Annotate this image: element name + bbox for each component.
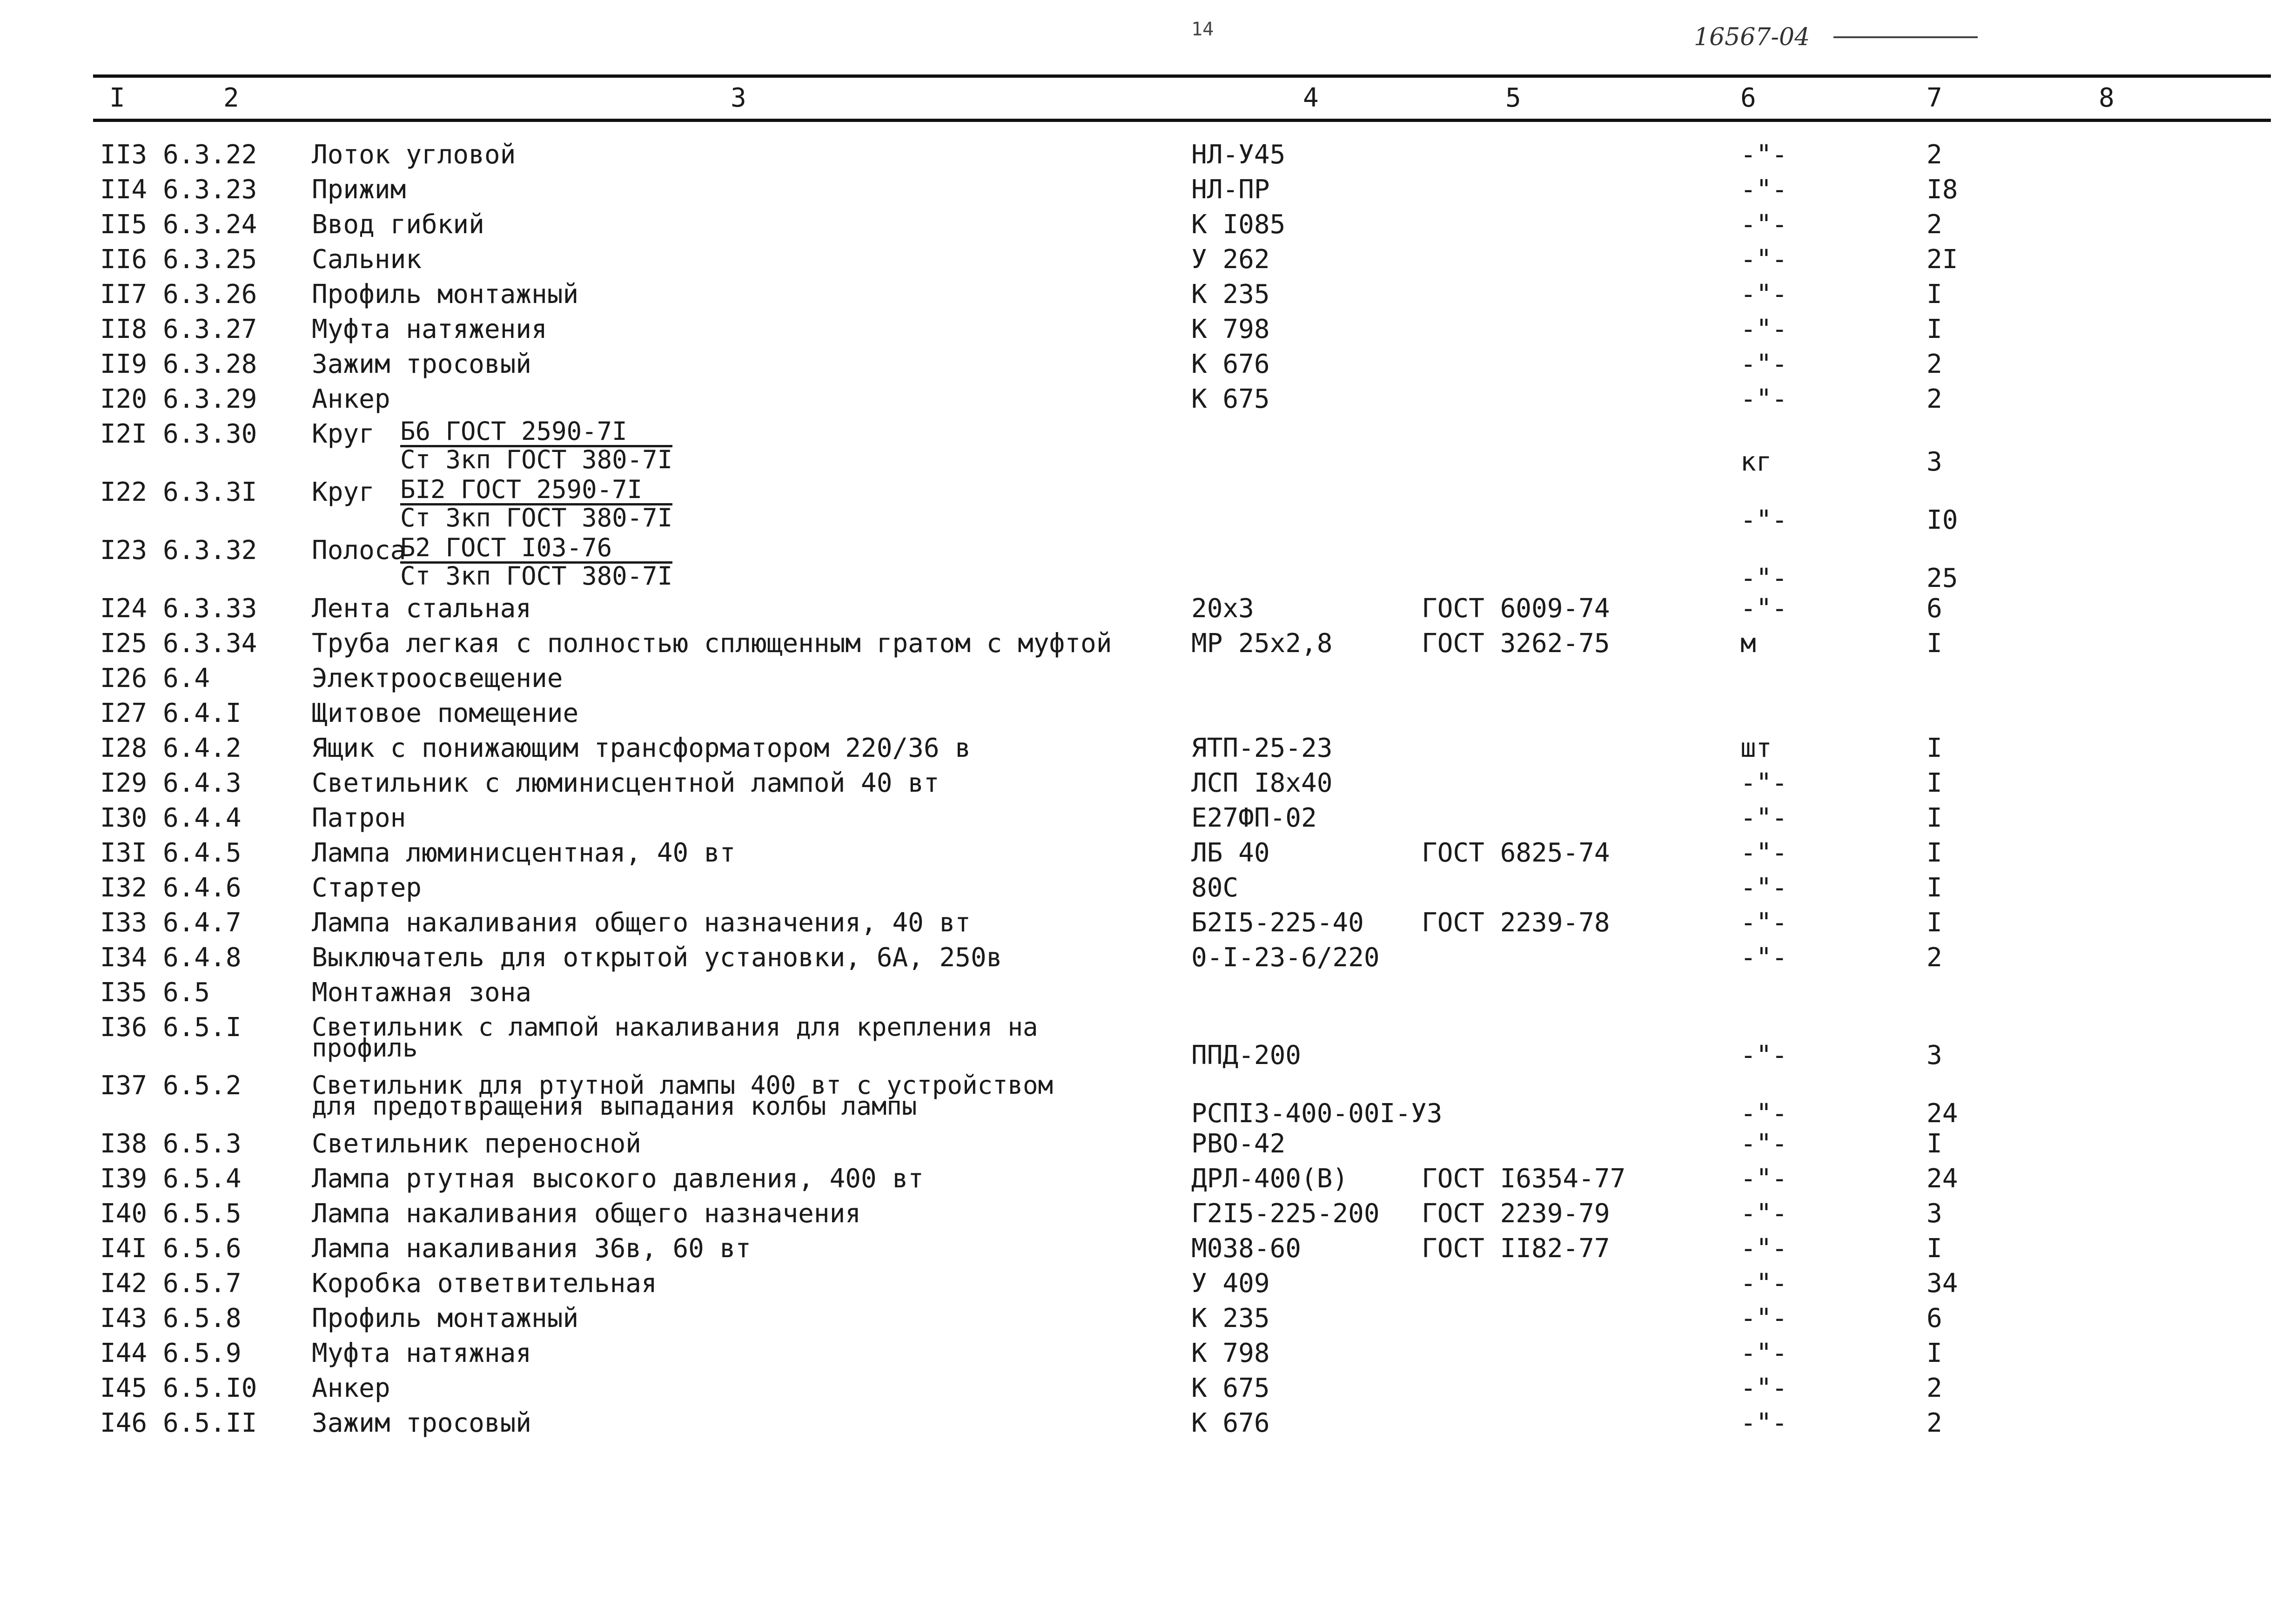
row-number: II6 xyxy=(100,244,148,275)
item-mark: Б2I5-225-40 xyxy=(1191,908,1364,938)
item-mark: 20x3 xyxy=(1191,593,1254,624)
table-row xyxy=(0,663,2296,697)
item-quantity: 6 xyxy=(1927,593,1942,624)
table-row xyxy=(0,349,2296,383)
item-name: Полоса xyxy=(312,535,406,566)
item-name: Лампа ртутная высокого давления, 400 вт xyxy=(312,1164,924,1194)
row-number: II3 xyxy=(100,140,148,170)
item-quantity: 2 xyxy=(1927,1373,1942,1403)
table-row xyxy=(0,1233,2296,1267)
item-unit: -"- xyxy=(1740,314,1788,344)
item-quantity: 2 xyxy=(1927,140,1942,170)
table-row xyxy=(0,244,2296,278)
table-row xyxy=(0,209,2296,243)
row-number: I40 xyxy=(100,1199,148,1229)
table-row xyxy=(0,1268,2296,1302)
table-row xyxy=(0,140,2296,173)
item-code: 6.4.7 xyxy=(163,908,242,938)
item-name: Сальник xyxy=(312,244,422,275)
item-quantity: I xyxy=(1927,873,1942,903)
item-name: Муфта натяжная xyxy=(312,1338,532,1368)
item-quantity: I xyxy=(1927,1129,1942,1159)
item-mark: ЯТП-25-23 xyxy=(1191,733,1333,763)
item-code: 6.3.30 xyxy=(163,419,257,449)
item-mark: МР 25x2,8 xyxy=(1191,628,1333,659)
item-unit: -"- xyxy=(1740,1164,1788,1194)
row-number: I33 xyxy=(100,908,148,938)
item-name: Профиль монтажный xyxy=(312,279,579,310)
item-mark: К 675 xyxy=(1191,1373,1270,1403)
row-number: I27 xyxy=(100,698,148,728)
item-quantity: 2 xyxy=(1927,1408,1942,1438)
table-row xyxy=(0,1129,2296,1162)
table-row xyxy=(0,175,2296,208)
row-number: I22 xyxy=(100,477,148,507)
item-mark: Е27ФП-02 xyxy=(1191,803,1317,833)
item-unit: -"- xyxy=(1740,175,1788,205)
row-number: I42 xyxy=(100,1268,148,1299)
row-number: I26 xyxy=(100,663,148,694)
item-unit: -"- xyxy=(1740,1408,1788,1438)
item-quantity: I xyxy=(1927,1338,1942,1368)
item-code: 6.4.2 xyxy=(163,733,242,763)
item-name: Лампа накаливания общего назначения xyxy=(312,1199,861,1229)
item-quantity: I xyxy=(1927,803,1942,833)
column-header: 2 xyxy=(223,83,239,113)
row-number: I25 xyxy=(100,628,148,659)
item-mark: РСПI3-400-00I-У3 xyxy=(1191,1098,1443,1129)
item-mark: К 798 xyxy=(1191,1338,1270,1368)
table-row xyxy=(0,1303,2296,1337)
row-number: I3I xyxy=(100,838,148,868)
item-code: 6.3.23 xyxy=(163,175,257,205)
item-code: 6.5.6 xyxy=(163,1233,242,1264)
item-mark: У 409 xyxy=(1191,1268,1270,1299)
item-code: 6.3.32 xyxy=(163,535,257,566)
material-fraction xyxy=(400,535,672,589)
item-name: Муфта натяжения xyxy=(312,314,547,344)
row-number: I32 xyxy=(100,873,148,903)
item-name: Коробка ответвительная xyxy=(312,1268,657,1299)
item-code: 6.5.9 xyxy=(163,1338,242,1368)
item-code: 6.5.8 xyxy=(163,1303,242,1333)
item-code: 6.3.27 xyxy=(163,314,257,344)
item-mark: У 262 xyxy=(1191,244,1270,275)
column-header: 7 xyxy=(1927,83,1942,113)
item-unit: -"- xyxy=(1740,505,1788,535)
item-quantity: I xyxy=(1927,279,1942,310)
item-unit: -"- xyxy=(1740,244,1788,275)
table-row xyxy=(0,943,2296,976)
item-name: Щитовое помещение xyxy=(312,698,579,728)
item-quantity: I xyxy=(1927,908,1942,938)
table-row xyxy=(0,768,2296,801)
table-row xyxy=(0,419,2296,479)
item-unit: -"- xyxy=(1740,563,1788,593)
item-name: Профиль монтажный xyxy=(312,1303,579,1333)
item-code: 6.3.24 xyxy=(163,209,257,240)
item-name: Анкер xyxy=(312,384,390,414)
item-code: 6.4.5 xyxy=(163,838,242,868)
row-number: II9 xyxy=(100,349,148,379)
item-unit: кг xyxy=(1740,447,1772,477)
column-header: 3 xyxy=(731,83,746,113)
column-header: 4 xyxy=(1303,83,1319,113)
item-mark: К 676 xyxy=(1191,349,1270,379)
item-name: Монтажная зона xyxy=(312,977,532,1008)
item-mark: 0-I-23-6/220 xyxy=(1191,943,1380,973)
table-row xyxy=(0,1408,2296,1441)
table-row xyxy=(0,1012,2296,1071)
item-code: 6.5.3 xyxy=(163,1129,242,1159)
item-unit: -"- xyxy=(1740,384,1788,414)
item-mark: М038-60 xyxy=(1191,1233,1302,1264)
item-mark: К 235 xyxy=(1191,279,1270,310)
item-quantity: I xyxy=(1927,1233,1942,1264)
item-standard: ГОСТ II82-77 xyxy=(1422,1233,1610,1264)
item-quantity: 2 xyxy=(1927,209,1942,240)
item-quantity: 3 xyxy=(1927,1040,1942,1071)
item-name: Лампа люминисцентная, 40 вт xyxy=(312,838,736,868)
item-unit: -"- xyxy=(1740,279,1788,310)
item-mark: НЛ-У45 xyxy=(1191,140,1286,170)
fraction-numerator: Б6 ГОСТ 2590-7I xyxy=(400,419,672,447)
item-standard: ГОСТ I6354-77 xyxy=(1422,1164,1626,1194)
table-row xyxy=(0,838,2296,871)
item-unit: -"- xyxy=(1740,873,1788,903)
row-number: I45 xyxy=(100,1373,148,1403)
row-number: I37 xyxy=(100,1071,148,1101)
item-name: Лампа накаливания 36в, 60 вт xyxy=(312,1233,752,1264)
table-row xyxy=(0,628,2296,662)
item-mark: К I085 xyxy=(1191,209,1286,240)
item-quantity: I xyxy=(1927,314,1942,344)
item-quantity: 2 xyxy=(1927,943,1942,973)
item-code: 6.3.22 xyxy=(163,140,257,170)
column-header: 5 xyxy=(1505,83,1521,113)
row-number: I2I xyxy=(100,419,148,449)
item-code: 6.5.5 xyxy=(163,1199,242,1229)
table-row xyxy=(0,1071,2296,1129)
item-code: 6.4.I xyxy=(163,698,242,728)
item-code: 6.5 xyxy=(163,977,210,1008)
column-header: 6 xyxy=(1740,83,1756,113)
item-name: Ввод гибкий xyxy=(312,209,484,240)
row-number: I44 xyxy=(100,1338,148,1368)
item-name: Зажим тросовый xyxy=(312,349,532,379)
item-code: 6.3.34 xyxy=(163,628,257,659)
item-name: Светильник для ртутной лампы 400 вт с устройством xyxy=(312,1071,1054,1100)
item-mark: К 676 xyxy=(1191,1408,1270,1438)
item-quantity: 3 xyxy=(1927,1199,1942,1229)
row-number: I36 xyxy=(100,1012,148,1043)
document-code: 16567-04 xyxy=(1694,23,1810,51)
item-quantity: 34 xyxy=(1927,1268,1958,1299)
item-code: 6.4.6 xyxy=(163,873,242,903)
item-unit: -"- xyxy=(1740,803,1788,833)
item-unit: -"- xyxy=(1740,140,1788,170)
row-number: I39 xyxy=(100,1164,148,1194)
item-unit: -"- xyxy=(1740,768,1788,798)
item-quantity: I xyxy=(1927,768,1942,798)
material-fraction xyxy=(400,477,672,531)
item-unit: -"- xyxy=(1740,1233,1788,1264)
row-number: I43 xyxy=(100,1303,148,1333)
item-code: 6.4 xyxy=(163,663,210,694)
item-code: 6.3.33 xyxy=(163,593,257,624)
row-number: II7 xyxy=(100,279,148,310)
item-unit: -"- xyxy=(1740,1040,1788,1071)
page-number-mark: 14 xyxy=(1191,19,1214,40)
table-row xyxy=(0,733,2296,767)
item-standard: ГОСТ 6009-74 xyxy=(1422,593,1610,624)
table-row xyxy=(0,1199,2296,1232)
table-row xyxy=(0,535,2296,596)
item-quantity: 24 xyxy=(1927,1164,1958,1194)
item-mark: РВО-42 xyxy=(1191,1129,1286,1159)
item-quantity: I xyxy=(1927,628,1942,659)
table-row xyxy=(0,279,2296,313)
row-number: I35 xyxy=(100,977,148,1008)
item-name-continued: профиль xyxy=(312,1033,418,1063)
table-row xyxy=(0,1373,2296,1407)
column-header: 8 xyxy=(2099,83,2115,113)
item-name: Лента стальная xyxy=(312,593,532,624)
item-name: Анкер xyxy=(312,1373,390,1403)
material-fraction xyxy=(400,419,672,472)
table-row xyxy=(0,1164,2296,1197)
item-code: 6.4.4 xyxy=(163,803,242,833)
item-unit: -"- xyxy=(1740,209,1788,240)
row-number: I34 xyxy=(100,943,148,973)
item-code: 6.3.28 xyxy=(163,349,257,379)
item-name: Прижим xyxy=(312,175,406,205)
item-code: 6.5.2 xyxy=(163,1071,242,1101)
row-number: II8 xyxy=(100,314,148,344)
row-number: I23 xyxy=(100,535,148,566)
item-quantity: 2 xyxy=(1927,384,1942,414)
table-row xyxy=(0,908,2296,941)
item-standard: ГОСТ 3262-75 xyxy=(1422,628,1610,659)
item-standard: ГОСТ 6825-74 xyxy=(1422,838,1610,868)
item-unit: -"- xyxy=(1740,1373,1788,1403)
item-code: 6.5.I xyxy=(163,1012,242,1043)
row-number: II4 xyxy=(100,175,148,205)
item-name: Электроосвещение xyxy=(312,663,563,694)
table-row xyxy=(0,314,2296,348)
item-mark: К 235 xyxy=(1191,1303,1270,1333)
fraction-denominator: Ст 3кп ГОСТ 380-7I xyxy=(400,561,673,591)
item-code: 6.5.II xyxy=(163,1408,257,1438)
item-code: 6.3.25 xyxy=(163,244,257,275)
item-quantity: 2 xyxy=(1927,349,1942,379)
item-unit: шт xyxy=(1740,733,1772,763)
row-number: I24 xyxy=(100,593,148,624)
table-row xyxy=(0,977,2296,1011)
item-name: Круг xyxy=(312,419,375,449)
item-name: Ящик с понижающим трансформатором 220/36 в xyxy=(312,733,971,763)
item-unit: -"- xyxy=(1740,1098,1788,1129)
row-number: II5 xyxy=(100,209,148,240)
item-quantity: 24 xyxy=(1927,1098,1958,1129)
item-mark: НЛ-ПР xyxy=(1191,175,1270,205)
item-name: Патрон xyxy=(312,803,406,833)
item-name: Круг xyxy=(312,477,375,507)
table-row xyxy=(0,1338,2296,1372)
item-name: Светильник с лампой накаливания для крепления на xyxy=(312,1012,1038,1042)
table-header-rule xyxy=(93,119,2271,122)
item-code: 6.5.4 xyxy=(163,1164,242,1194)
item-quantity: 2I xyxy=(1927,244,1958,275)
row-number: I38 xyxy=(100,1129,148,1159)
item-code: 6.4.8 xyxy=(163,943,242,973)
item-unit: м xyxy=(1740,628,1756,659)
item-code: 6.4.3 xyxy=(163,768,242,798)
item-quantity: 25 xyxy=(1927,563,1958,593)
table-row xyxy=(0,873,2296,906)
row-number: I29 xyxy=(100,768,148,798)
item-name: Выключатель для открытой установки, 6А, 250в xyxy=(312,943,1002,973)
header-underline xyxy=(1833,36,1978,38)
item-standard: ГОСТ 2239-78 xyxy=(1422,908,1610,938)
item-quantity: 6 xyxy=(1927,1303,1942,1333)
item-unit: -"- xyxy=(1740,593,1788,624)
item-name: Лампа накаливания общего назначения, 40 вт xyxy=(312,908,971,938)
item-mark: ДРЛ-400(В) xyxy=(1191,1164,1349,1194)
row-number: I4I xyxy=(100,1233,148,1264)
item-code: 6.5.I0 xyxy=(163,1373,257,1403)
item-unit: -"- xyxy=(1740,1199,1788,1229)
row-number: I28 xyxy=(100,733,148,763)
item-quantity: I xyxy=(1927,733,1942,763)
item-code: 6.5.7 xyxy=(163,1268,242,1299)
item-quantity: I xyxy=(1927,838,1942,868)
item-name: Зажим тросовый xyxy=(312,1408,532,1438)
item-quantity: 3 xyxy=(1927,447,1942,477)
item-mark: Г2I5-225-200 xyxy=(1191,1199,1380,1229)
item-mark: ЛБ 40 xyxy=(1191,838,1270,868)
item-mark: ЛСП I8x40 xyxy=(1191,768,1333,798)
item-quantity: I0 xyxy=(1927,505,1958,535)
table-top-rule xyxy=(93,74,2271,78)
row-number: I30 xyxy=(100,803,148,833)
fraction-numerator: Б2 ГОСТ I03-76 xyxy=(400,535,672,564)
table-row xyxy=(0,477,2296,538)
item-code: 6.3.26 xyxy=(163,279,257,310)
item-name: Лоток угловой xyxy=(312,140,516,170)
item-unit: -"- xyxy=(1740,1268,1788,1299)
item-mark: 80С xyxy=(1191,873,1239,903)
item-unit: -"- xyxy=(1740,943,1788,973)
item-quantity: I8 xyxy=(1927,175,1958,205)
item-name-continued: для предотвращения выпадания колбы лампы xyxy=(312,1091,917,1121)
item-name: Светильник переносной xyxy=(312,1129,642,1159)
item-unit: -"- xyxy=(1740,1129,1788,1159)
item-name: Труба легкая с полностью сплющенным гратом с муфтой xyxy=(312,628,1112,659)
row-number: I46 xyxy=(100,1408,148,1438)
fraction-denominator: Ст 3кп ГОСТ 380-7I xyxy=(400,445,673,474)
fraction-numerator: БI2 ГОСТ 2590-7I xyxy=(400,477,672,505)
item-name: Стартер xyxy=(312,873,422,903)
item-mark: К 675 xyxy=(1191,384,1270,414)
item-code: 6.3.3I xyxy=(163,477,257,507)
item-name: Светильник с люминисцентной лампой 40 вт xyxy=(312,768,940,798)
row-number: I20 xyxy=(100,384,148,414)
item-mark: ППД-200 xyxy=(1191,1040,1302,1071)
table-row xyxy=(0,384,2296,418)
item-mark: К 798 xyxy=(1191,314,1270,344)
item-unit: -"- xyxy=(1740,908,1788,938)
item-unit: -"- xyxy=(1740,349,1788,379)
table-row xyxy=(0,803,2296,836)
table-row xyxy=(0,698,2296,732)
item-code: 6.3.29 xyxy=(163,384,257,414)
table-row xyxy=(0,593,2296,627)
fraction-denominator: Ст 3кп ГОСТ 380-7I xyxy=(400,503,673,532)
item-unit: -"- xyxy=(1740,1303,1788,1333)
item-unit: -"- xyxy=(1740,838,1788,868)
column-header: I xyxy=(109,83,125,113)
item-unit: -"- xyxy=(1740,1338,1788,1368)
item-standard: ГОСТ 2239-79 xyxy=(1422,1199,1610,1229)
